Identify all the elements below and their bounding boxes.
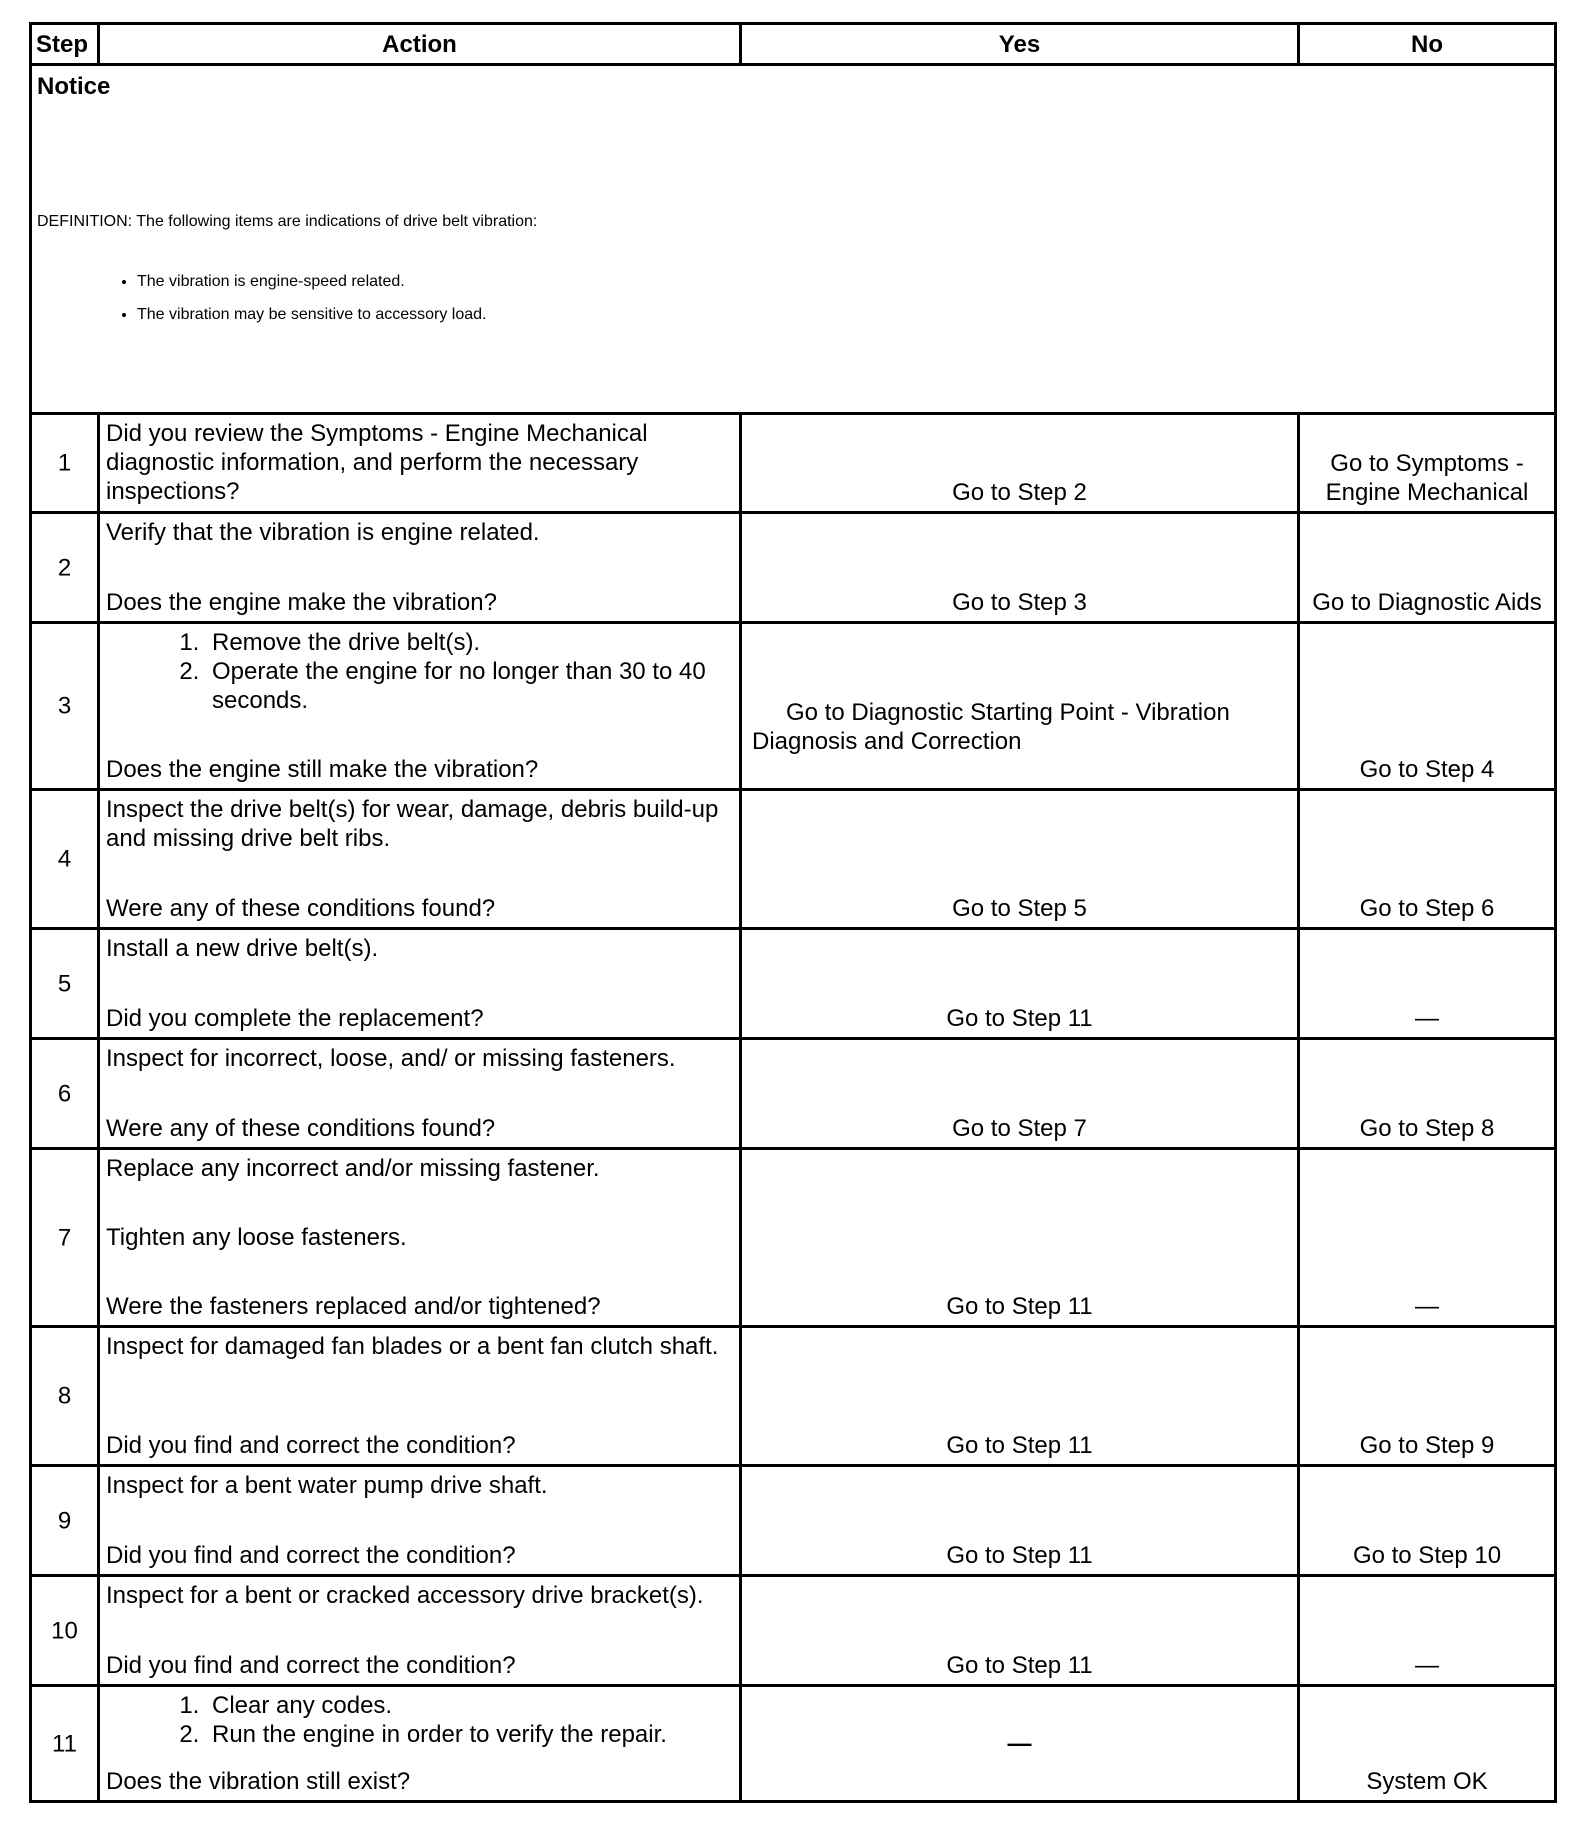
action-question: Did you complete the replacement?	[106, 1005, 484, 1032]
action-text: Inspect the drive belt(s) for wear, damage, debris build-up and missing drive belt ribs.	[106, 796, 719, 852]
notice-title: Notice	[37, 73, 111, 100]
no-result: Go to Step 6	[1359, 895, 1495, 922]
step-number: 2	[57, 554, 72, 581]
no-cell	[1300, 1040, 1554, 1147]
yes-cell	[742, 930, 1300, 1037]
table-row	[32, 514, 1554, 624]
action-text: Inspect for a bent water pump drive shaft.	[106, 1472, 548, 1499]
yes-result: Go to Step 5	[952, 895, 1087, 922]
step-number: 5	[57, 970, 72, 997]
yes-cell	[742, 791, 1300, 927]
action-question: Were any of these conditions found?	[106, 895, 496, 922]
notice-bullet: • The vibration is engine-speed related.	[137, 265, 1549, 298]
action-question: Does the engine make the vibration?	[106, 589, 497, 616]
action-cell	[100, 1687, 742, 1800]
step-cell	[32, 1687, 100, 1800]
no-result: Go to Step 10	[1352, 1542, 1502, 1569]
action-cell	[100, 514, 742, 621]
yes-cell	[742, 1328, 1300, 1464]
step-cell	[32, 624, 100, 788]
step-cell	[32, 1577, 100, 1684]
action-cell	[100, 791, 742, 927]
yes-result: Go to Step 7	[952, 1115, 1087, 1142]
yes-cell	[742, 1467, 1300, 1574]
yes-result: —	[1007, 1730, 1032, 1757]
step-number: 4	[57, 845, 72, 873]
table-row	[32, 1577, 1554, 1687]
action-question: Were any of these conditions found?	[106, 1115, 496, 1142]
step-cell	[32, 1467, 100, 1574]
step-number: 9	[57, 1507, 72, 1534]
no-result: Go to Symptoms - Engine Mechanical	[1325, 450, 1529, 506]
action-question: Did you find and correct the condition?	[106, 1432, 516, 1459]
no-result: —	[1415, 1293, 1439, 1320]
no-cell	[1300, 930, 1554, 1037]
action-cell	[100, 1467, 742, 1574]
table-row	[32, 624, 1554, 791]
action-cell	[100, 1150, 742, 1325]
step-number: 1	[57, 449, 72, 477]
list-item: 1. Clear any codes.	[206, 1691, 735, 1720]
action-cell	[100, 415, 742, 511]
no-cell	[1300, 1328, 1554, 1464]
list-item: 1. Remove the drive belt(s).	[206, 628, 735, 657]
no-result: Go to Step 4	[1359, 756, 1495, 783]
yes-result: Go to Diagnostic Starting Point - Vibration Diagnosis and Correction	[752, 699, 1230, 755]
notice-bullet: • The vibration may be sensitive to accessory load.	[137, 298, 1549, 331]
action-text: Inspect for a bent or cracked accessory drive bracket(s).	[106, 1582, 704, 1609]
yes-cell	[742, 624, 1300, 788]
list-item: 2. Run the engine in order to verify the repair.	[206, 1720, 735, 1749]
yes-result: Go to Step 2	[952, 479, 1087, 506]
table-row	[32, 1040, 1554, 1150]
step-cell	[32, 1040, 100, 1147]
yes-result: Go to Step 11	[946, 1293, 1093, 1320]
action-question: Did you find and correct the condition?	[106, 1652, 516, 1679]
step-cell	[32, 930, 100, 1037]
table-header	[32, 25, 1554, 66]
no-result: Go to Diagnostic Aids	[1312, 589, 1542, 616]
step-number: 3	[57, 692, 72, 720]
header-no: No	[1411, 31, 1443, 58]
step-cell	[32, 1150, 100, 1325]
no-cell	[1300, 791, 1554, 927]
header-step: Step	[32, 25, 100, 63]
action-numbered-list	[106, 628, 735, 715]
yes-cell	[742, 1687, 1300, 1800]
notice-row	[32, 66, 1554, 415]
no-result: —	[1415, 1005, 1439, 1032]
no-cell	[1300, 1687, 1554, 1800]
diagnostic-table	[29, 22, 1557, 1803]
action-cell	[100, 930, 742, 1037]
action-question: Did you find and correct the condition?	[106, 1542, 516, 1569]
yes-cell	[742, 514, 1300, 621]
action-question: Were the fasteners replaced and/or tightened?	[106, 1293, 601, 1320]
header-action: Action	[100, 25, 742, 63]
action-cell	[100, 1328, 742, 1464]
action-cell	[100, 1577, 742, 1684]
table-row	[32, 1150, 1554, 1328]
step-number: 6	[57, 1080, 72, 1107]
table-row	[32, 415, 1554, 514]
action-text: Replace any incorrect and/or missing fastener.	[106, 1155, 600, 1182]
no-cell	[1300, 1577, 1554, 1684]
table-row	[32, 1328, 1554, 1467]
action-text: Tighten any loose fasteners.	[106, 1224, 407, 1251]
yes-result: Go to Step 11	[946, 1652, 1093, 1679]
step-number: 8	[57, 1382, 72, 1410]
action-text: Install a new drive belt(s).	[106, 935, 379, 962]
yes-result: Go to Step 11	[946, 1542, 1093, 1569]
action-cell	[100, 624, 742, 788]
table-row	[32, 1467, 1554, 1577]
yes-result: Go to Step 11	[946, 1005, 1093, 1032]
table-row	[32, 1687, 1554, 1800]
yes-result: Go to Step 11	[946, 1432, 1093, 1459]
step-cell	[32, 514, 100, 621]
action-question: Does the vibration still exist?	[106, 1768, 411, 1795]
yes-cell	[742, 1577, 1300, 1684]
no-cell	[1300, 624, 1554, 788]
no-result: Go to Step 8	[1359, 1115, 1495, 1142]
step-number: 11	[52, 1730, 77, 1757]
action-text: Inspect for incorrect, loose, and/ or missing fasteners.	[106, 1045, 676, 1072]
action-question: Does the engine still make the vibration?	[106, 756, 539, 783]
no-cell	[1300, 1467, 1554, 1574]
step-number: 10	[51, 1617, 78, 1644]
notice-definition: DEFINITION: The following items are indications of drive belt vibration:	[37, 213, 538, 230]
action-cell	[100, 1040, 742, 1147]
yes-cell	[742, 1040, 1300, 1147]
notice-bullet-list	[37, 265, 1549, 331]
action-text: Verify that the vibration is engine related.	[106, 519, 540, 546]
table-row	[32, 930, 1554, 1040]
no-result: Go to Step 9	[1359, 1432, 1495, 1459]
no-cell	[1300, 1150, 1554, 1325]
step-cell	[32, 791, 100, 927]
header-yes: Yes	[742, 25, 1300, 63]
no-result: System OK	[1366, 1768, 1488, 1795]
action-numbered-list	[106, 1691, 735, 1749]
step-number: 7	[57, 1224, 72, 1251]
action-text: Inspect for damaged fan blades or a bent fan clutch shaft.	[106, 1333, 719, 1360]
step-cell	[32, 415, 100, 511]
step-cell	[32, 1328, 100, 1464]
table-row	[32, 791, 1554, 930]
notice-block	[32, 66, 1554, 412]
no-result: —	[1415, 1652, 1439, 1679]
yes-cell	[742, 415, 1300, 511]
list-item: 2. Operate the engine for no longer than 30 to 40 seconds.	[206, 657, 735, 715]
no-cell	[1300, 415, 1554, 511]
action-text: Did you review the Symptoms - Engine Mechanical diagnostic information, and perform the necessary inspections?	[106, 420, 648, 505]
no-cell	[1300, 514, 1554, 621]
yes-result: Go to Step 3	[952, 589, 1087, 616]
yes-cell	[742, 1150, 1300, 1325]
